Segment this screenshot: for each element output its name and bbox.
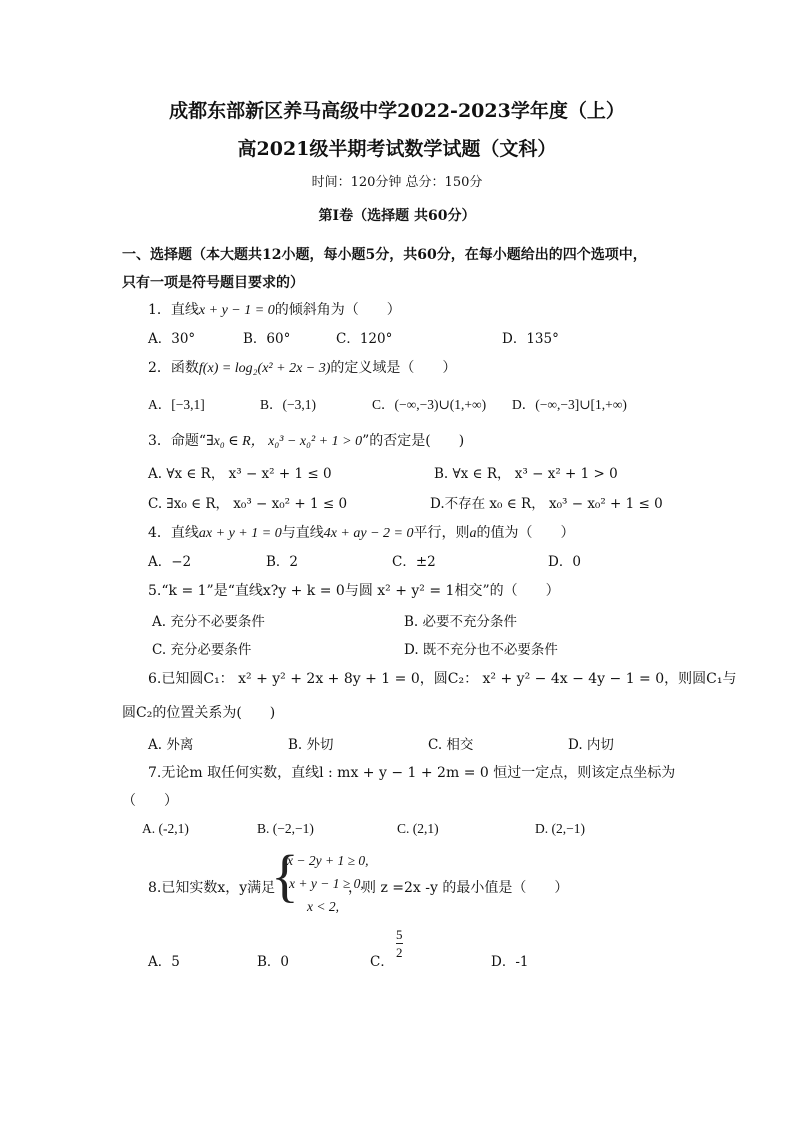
q1-option-a: A．30° bbox=[148, 331, 196, 347]
q3-option-d: D.不存在 x₀ ∈ R， x₀³ − x₀² + 1 ≤ 0 bbox=[430, 496, 663, 512]
q6-option-b: B. 外切 bbox=[288, 737, 334, 753]
q6-option-c: C. 相交 bbox=[428, 737, 474, 753]
question-8-prefix: 8.已知实数x，y满足 bbox=[148, 880, 276, 896]
question-7-line2: （ ） bbox=[122, 793, 178, 809]
q5-option-a: A. 充分不必要条件 bbox=[152, 614, 265, 630]
q4-option-b: B．2 bbox=[266, 554, 299, 570]
q3-prefix: 3．命题“ bbox=[148, 433, 207, 449]
q2-option-b: B．(−3,1) bbox=[260, 397, 316, 412]
q2-prefix: 2．函数 bbox=[148, 360, 199, 376]
q2-option-a: A．[−3,1] bbox=[148, 397, 205, 412]
question-3 bbox=[148, 430, 464, 450]
q6-option-d: D. 内切 bbox=[568, 737, 614, 753]
question-6-line1: 6.已知圆C₁： x² + y² + 2x + 8y + 1 = 0，圆C₂： x² + y² − 4x − 4y − 1 = 0，则圆C₁与 bbox=[148, 671, 737, 687]
q1-prefix: 1．直线 bbox=[148, 302, 199, 318]
exam-subtitle: 高2021级半期考试数学试题（文科） bbox=[237, 138, 557, 160]
q4-prefix: 4．直线 bbox=[148, 525, 199, 541]
q4-option-a: A．−2 bbox=[148, 554, 192, 570]
q3-equation: ∃x₀ ∈ R， x₀³ − x₀² + 1 > 0 bbox=[206, 434, 363, 449]
q4-equation-2: 4x + ay − 2 = 0 bbox=[323, 526, 414, 541]
q8-constraint-2: x + y − 1 ≥ 0, bbox=[289, 876, 364, 891]
q4-option-c: C．±2 bbox=[392, 554, 436, 570]
q3-option-c: C. ∃x₀ ∈ R， x₀³ − x₀² + 1 ≤ 0 bbox=[148, 496, 348, 512]
q1-option-d: D．135° bbox=[502, 331, 559, 347]
q5-option-c: C. 充分必要条件 bbox=[152, 642, 252, 658]
q7-option-d: D. (2,−1) bbox=[535, 821, 585, 836]
question-1 bbox=[148, 299, 401, 319]
q8-option-c-fraction bbox=[396, 928, 403, 961]
q3-suffix: ”的否定是( ) bbox=[362, 433, 465, 449]
system-brace: { bbox=[271, 843, 299, 908]
question-8-suffix: ，则 z =2x -y 的最小值是（ ） bbox=[348, 880, 569, 896]
q4-middle-2: 平行，则 bbox=[413, 525, 470, 541]
q6-option-a: A. 外离 bbox=[148, 737, 194, 753]
q5-option-d: D. 既不充分也不必要条件 bbox=[404, 642, 558, 658]
q2-equation: f(x) = log₂(x² + 2x − 3) bbox=[198, 361, 331, 376]
question-6-line2: 圆C₂的位置关系为( ) bbox=[122, 705, 276, 721]
q3-option-b: B. ∀x ∈ R， x³ − x² + 1 > 0 bbox=[434, 466, 618, 482]
q8-constraint-3: x < 2, bbox=[307, 899, 339, 914]
question-4 bbox=[148, 522, 574, 542]
q4-suffix: 的值为（ ） bbox=[476, 525, 575, 541]
q2-option-c: C．(−∞,−3)∪(1,+∞) bbox=[372, 397, 487, 412]
fraction-bar bbox=[396, 943, 403, 944]
q1-equation: x + y − 1 = 0 bbox=[198, 303, 275, 318]
question-7-line1: 7.无论m 取任何实数，直线l : mx + y − 1 + 2m = 0 恒过一定点，则该定点坐标为 bbox=[148, 765, 676, 781]
q2-suffix: 的定义域是（ ） bbox=[330, 360, 457, 376]
q2-option-d: D．(−∞,−3]∪[1,+∞) bbox=[512, 397, 627, 412]
question-2 bbox=[148, 357, 456, 377]
q8-option-b: B．0 bbox=[257, 954, 290, 970]
part-heading: 第Ⅰ卷（选择题 共60分） bbox=[318, 208, 476, 224]
exam-meta: 时间：120分钟 总分：150分 bbox=[311, 175, 483, 190]
q7-option-a: A. (-2,1) bbox=[142, 821, 189, 836]
question-5: 5.“k = 1”是“直线x?y + k = 0与圆 x² + y² = 1相交”的（ ） bbox=[148, 583, 560, 599]
q1-suffix: 的倾斜角为（ ） bbox=[274, 302, 401, 318]
q8-constraint-1: x − 2y + 1 ≥ 0, bbox=[287, 853, 369, 868]
q4-option-d: D．0 bbox=[548, 554, 581, 570]
exam-title: 成都东部新区养马高级中学2022-2023学年度（上） bbox=[169, 100, 625, 122]
q4-middle: 与直线 bbox=[281, 525, 324, 541]
q4-equation-1: ax + y + 1 = 0 bbox=[198, 526, 282, 541]
fraction-numerator: 5 bbox=[396, 927, 403, 942]
q4-variable: a bbox=[469, 526, 477, 541]
q3-option-a: A. ∀x ∈ R， x³ − x² + 1 ≤ 0 bbox=[148, 466, 332, 482]
fraction-denominator: 2 bbox=[396, 945, 403, 960]
section-heading-line1: 一、选择题（本大题共12小题，每小题5分，共60分，在每小题给出的四个选项中， bbox=[122, 247, 647, 263]
q8-option-c-label: C． bbox=[370, 954, 394, 970]
q8-option-a: A．5 bbox=[148, 954, 180, 970]
q1-option-b: B．60° bbox=[243, 331, 291, 347]
q7-option-b: B. (−2,−1) bbox=[257, 821, 314, 836]
q1-option-c: C．120° bbox=[336, 331, 393, 347]
q5-option-b: B. 必要不充分条件 bbox=[404, 614, 518, 630]
section-heading-line2: 只有一项是符号题目要求的） bbox=[122, 275, 304, 291]
q7-option-c: C. (2,1) bbox=[397, 821, 439, 836]
q8-option-d: D．-1 bbox=[491, 954, 529, 970]
